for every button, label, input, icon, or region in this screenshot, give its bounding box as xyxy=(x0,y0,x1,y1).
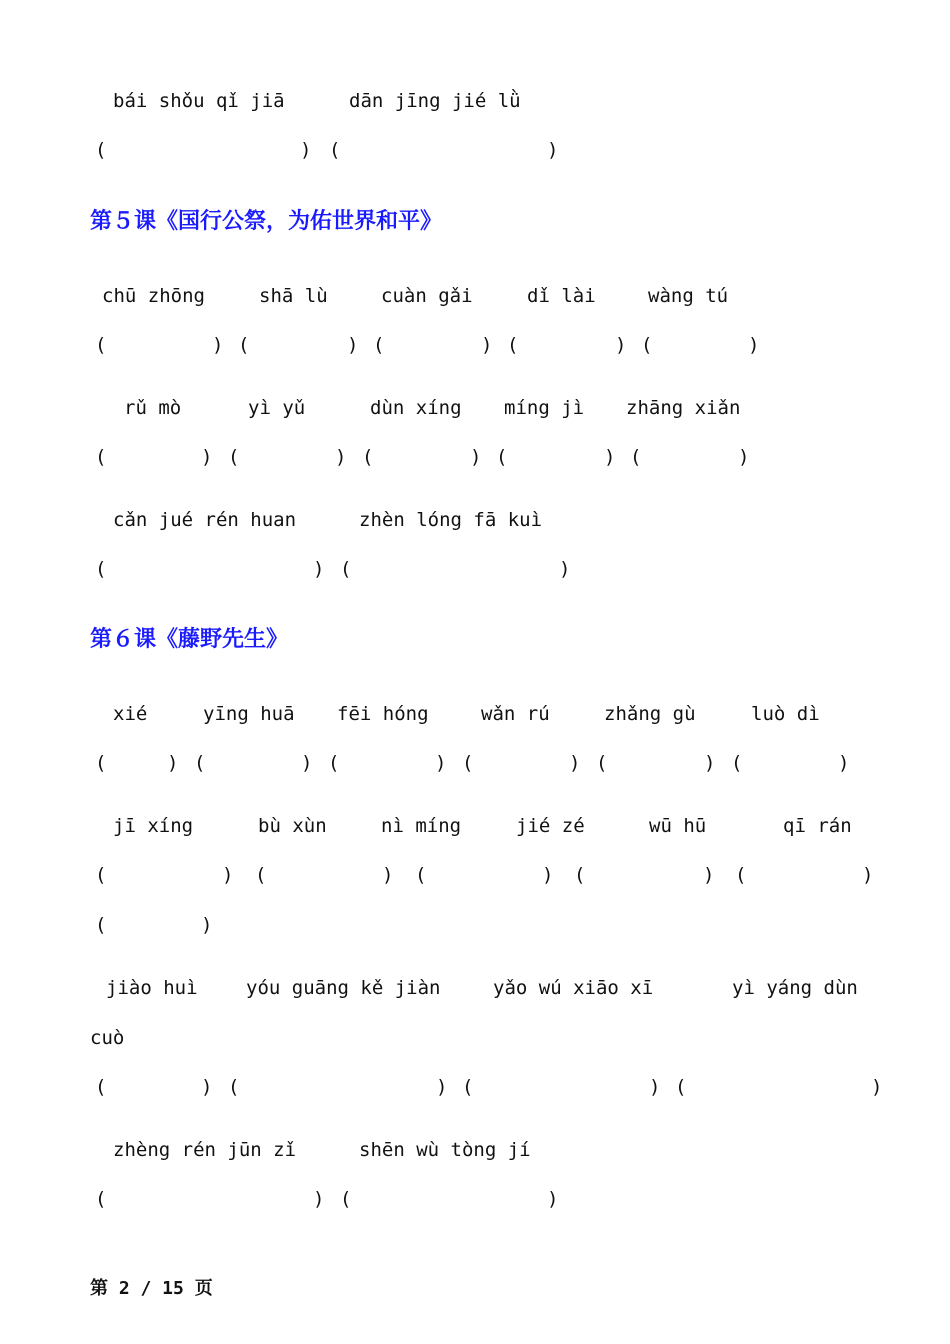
answer-blank-open-paren: ( xyxy=(496,446,508,468)
answer-blank-open-paren: ( xyxy=(95,446,107,468)
pinyin-prompt: míng jì xyxy=(504,397,585,419)
pinyin-prompt: jī xíng xyxy=(113,815,194,837)
answer-blank-close-paren: ) xyxy=(738,446,750,468)
answer-blank-close-paren: ) xyxy=(862,864,874,886)
answer-blank-close-paren: ) xyxy=(212,334,224,356)
pinyin-prompt: shā lù xyxy=(259,285,328,307)
answer-blank-close-paren: ) xyxy=(222,864,234,886)
pinyin-prompt: jié zé xyxy=(516,815,585,837)
answer-blank-open-paren: ( xyxy=(238,334,250,356)
pinyin-prompt: shēn wù tòng jí xyxy=(359,1139,531,1161)
pinyin-prompt: yǎo wú xiāo xī xyxy=(493,977,654,999)
answer-blank-open-paren: ( xyxy=(675,1076,687,1098)
answer-blank-close-paren: ) xyxy=(201,446,213,468)
answer-blank-open-paren: ( xyxy=(95,752,107,774)
answer-blank-open-paren: ( xyxy=(735,864,747,886)
answer-blank-close-paren: ) xyxy=(649,1076,661,1098)
answer-blank-open-paren: ( xyxy=(462,1076,474,1098)
answer-blank-close-paren: ) xyxy=(871,1076,883,1098)
pinyin-prompt: dǐ lài xyxy=(527,285,596,307)
answer-blank-open-paren: ( xyxy=(340,558,352,580)
pinyin-prompt: bù xùn xyxy=(258,815,327,837)
pinyin-prompt: wàng tú xyxy=(648,285,729,307)
answer-blank-close-paren: ) xyxy=(604,446,616,468)
answer-blank-open-paren: ( xyxy=(328,752,340,774)
answer-blank-open-paren: ( xyxy=(641,334,653,356)
answer-blank-open-paren: ( xyxy=(228,1076,240,1098)
answer-blank-close-paren: ) xyxy=(436,1076,448,1098)
answer-blank-close-paren: ) xyxy=(301,752,313,774)
answer-blank-close-paren: ) xyxy=(313,1188,325,1210)
answer-blank-close-paren: ) xyxy=(547,139,559,161)
answer-blank-open-paren: ( xyxy=(95,334,107,356)
answer-blank-close-paren: ) xyxy=(559,558,571,580)
answer-blank-open-paren: ( xyxy=(362,446,374,468)
answer-blank-close-paren: ) xyxy=(704,752,716,774)
answer-blank-close-paren: ) xyxy=(382,864,394,886)
pinyin-prompt: zhèng rén jūn zǐ xyxy=(113,1139,297,1161)
pinyin-prompt: zhǎng gù xyxy=(604,703,696,725)
answer-blank-close-paren: ) xyxy=(201,914,213,936)
answer-blank-close-paren: ) xyxy=(300,139,312,161)
pinyin-prompt: qī rán xyxy=(783,815,852,837)
answer-blank-open-paren: ( xyxy=(507,334,519,356)
lesson-heading: 第６课《藤野先生》 xyxy=(90,627,289,652)
pinyin-prompt: wǎn rú xyxy=(481,703,550,725)
pinyin-prompt: bái shǒu qǐ jiā xyxy=(113,90,285,112)
pinyin-prompt: zhèn lóng fā kuì xyxy=(359,509,543,531)
answer-blank-open-paren: ( xyxy=(329,139,341,161)
pinyin-prompt: cuò xyxy=(90,1027,125,1049)
answer-blank-close-paren: ) xyxy=(569,752,581,774)
answer-blank-open-paren: ( xyxy=(95,1188,107,1210)
answer-blank-close-paren: ) xyxy=(313,558,325,580)
answer-blank-open-paren: ( xyxy=(95,139,107,161)
answer-blank-close-paren: ) xyxy=(435,752,447,774)
answer-blank-close-paren: ) xyxy=(703,864,715,886)
answer-blank-close-paren: ) xyxy=(201,1076,213,1098)
answer-blank-open-paren: ( xyxy=(95,1076,107,1098)
answer-blank-close-paren: ) xyxy=(542,864,554,886)
answer-blank-close-paren: ) xyxy=(481,334,493,356)
answer-blank-open-paren: ( xyxy=(228,446,240,468)
page-number-footer: 第 2 / 15 页 xyxy=(90,1278,213,1299)
pinyin-prompt: yīng huā xyxy=(203,703,295,725)
answer-blank-close-paren: ) xyxy=(547,1188,559,1210)
answer-blank-close-paren: ) xyxy=(470,446,482,468)
pinyin-prompt: chū zhōng xyxy=(102,285,205,307)
pinyin-prompt: rǔ mò xyxy=(124,397,182,419)
answer-blank-open-paren: ( xyxy=(255,864,267,886)
pinyin-prompt: yóu guāng kě jiàn xyxy=(246,977,441,999)
answer-blank-close-paren: ) xyxy=(615,334,627,356)
pinyin-prompt: yì yǔ xyxy=(248,397,306,419)
pinyin-prompt: dùn xíng xyxy=(370,397,462,419)
answer-blank-close-paren: ) xyxy=(335,446,347,468)
pinyin-prompt: xié xyxy=(113,703,148,725)
answer-blank-open-paren: ( xyxy=(596,752,608,774)
answer-blank-open-paren: ( xyxy=(462,752,474,774)
answer-blank-open-paren: ( xyxy=(373,334,385,356)
pinyin-prompt: dān jīng jié lǜ xyxy=(349,90,521,112)
answer-blank-open-paren: ( xyxy=(574,864,586,886)
pinyin-prompt: cǎn jué rén huan xyxy=(113,509,297,531)
answer-blank-open-paren: ( xyxy=(731,752,743,774)
lesson-heading: 第５课《国行公祭，为佑世界和平》 xyxy=(90,209,443,234)
answer-blank-close-paren: ) xyxy=(748,334,760,356)
pinyin-prompt: fēi hóng xyxy=(337,703,429,725)
answer-blank-open-paren: ( xyxy=(95,558,107,580)
pinyin-prompt: cuàn gǎi xyxy=(381,285,473,307)
pinyin-prompt: jiào huì xyxy=(106,977,198,999)
answer-blank-close-paren: ) xyxy=(347,334,359,356)
answer-blank-open-paren: ( xyxy=(630,446,642,468)
pinyin-prompt: wū hū xyxy=(649,815,707,837)
pinyin-prompt: nì míng xyxy=(381,815,462,837)
pinyin-prompt: luò dì xyxy=(751,703,820,725)
answer-blank-open-paren: ( xyxy=(340,1188,352,1210)
answer-blank-open-paren: ( xyxy=(194,752,206,774)
pinyin-prompt: yì yáng dùn xyxy=(732,977,858,999)
pinyin-prompt: zhāng xiǎn xyxy=(626,397,741,419)
answer-blank-open-paren: ( xyxy=(95,914,107,936)
answer-blank-close-paren: ) xyxy=(167,752,179,774)
answer-blank-open-paren: ( xyxy=(95,864,107,886)
answer-blank-close-paren: ) xyxy=(838,752,850,774)
answer-blank-open-paren: ( xyxy=(415,864,427,886)
